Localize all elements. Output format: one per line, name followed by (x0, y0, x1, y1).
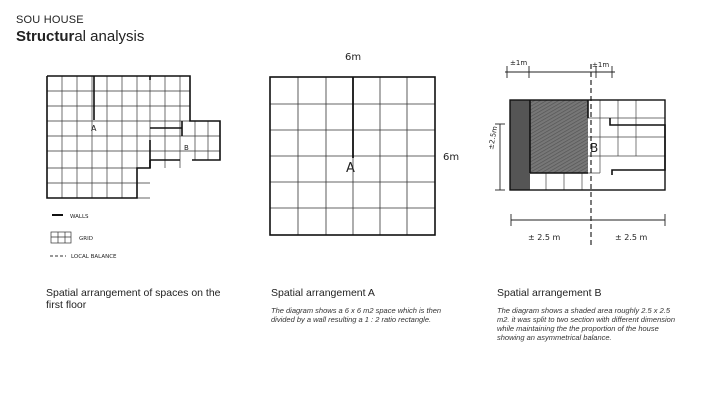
caption-b-text: The diagram shows a shaded area roughly 2.5 x 2.5 m2. it was split to two section with different dimension while maintaining the the proportion of the house showing an asymmetrical balance. (497, 306, 675, 342)
arrangement-b-shaded-strip (510, 100, 530, 190)
caption-a-text: The diagram shows a 6 x 6 m2 space which is then divided by a wall resulting a 1 : 2 ratio rectangle. (271, 306, 442, 324)
legend-balance-label: LOCAL BALANCE (71, 254, 117, 260)
legend-walls-label: WALLS (70, 214, 89, 220)
arrangement-a-label: A (346, 161, 355, 176)
page-title-bold: Structur (16, 28, 75, 45)
arrangement-a-dim-top: 6m (345, 52, 362, 63)
arrangement-b-dim-right-top: ±1m (592, 61, 610, 69)
arrangement-b-dim-bottom-left: ± 2.5 m (528, 233, 561, 242)
caption-first-floor-title: Spatial arrangement of spaces on the first floor (46, 287, 221, 311)
arrangement-b-dim-bottom-right: ± 2.5 m (615, 233, 648, 242)
caption-b-title: Spatial arrangement B (497, 287, 602, 299)
arrangement-b-dim-left-top: ±1m (510, 59, 528, 67)
legend-grid-label: GRID (79, 236, 93, 242)
arrangement-b-dim-side: ±2.5m (487, 125, 500, 151)
caption-a-title: Spatial arrangement A (271, 287, 375, 299)
arrangement-a-dim-right: 6m (443, 152, 460, 163)
first-floor-label-b: B (184, 144, 189, 152)
first-floor-label-a: A (91, 124, 97, 133)
project-subtitle: SOU HOUSE (16, 14, 84, 26)
page-title-rest: al analysis (74, 28, 145, 45)
arrangement-b-label: B (590, 141, 599, 155)
